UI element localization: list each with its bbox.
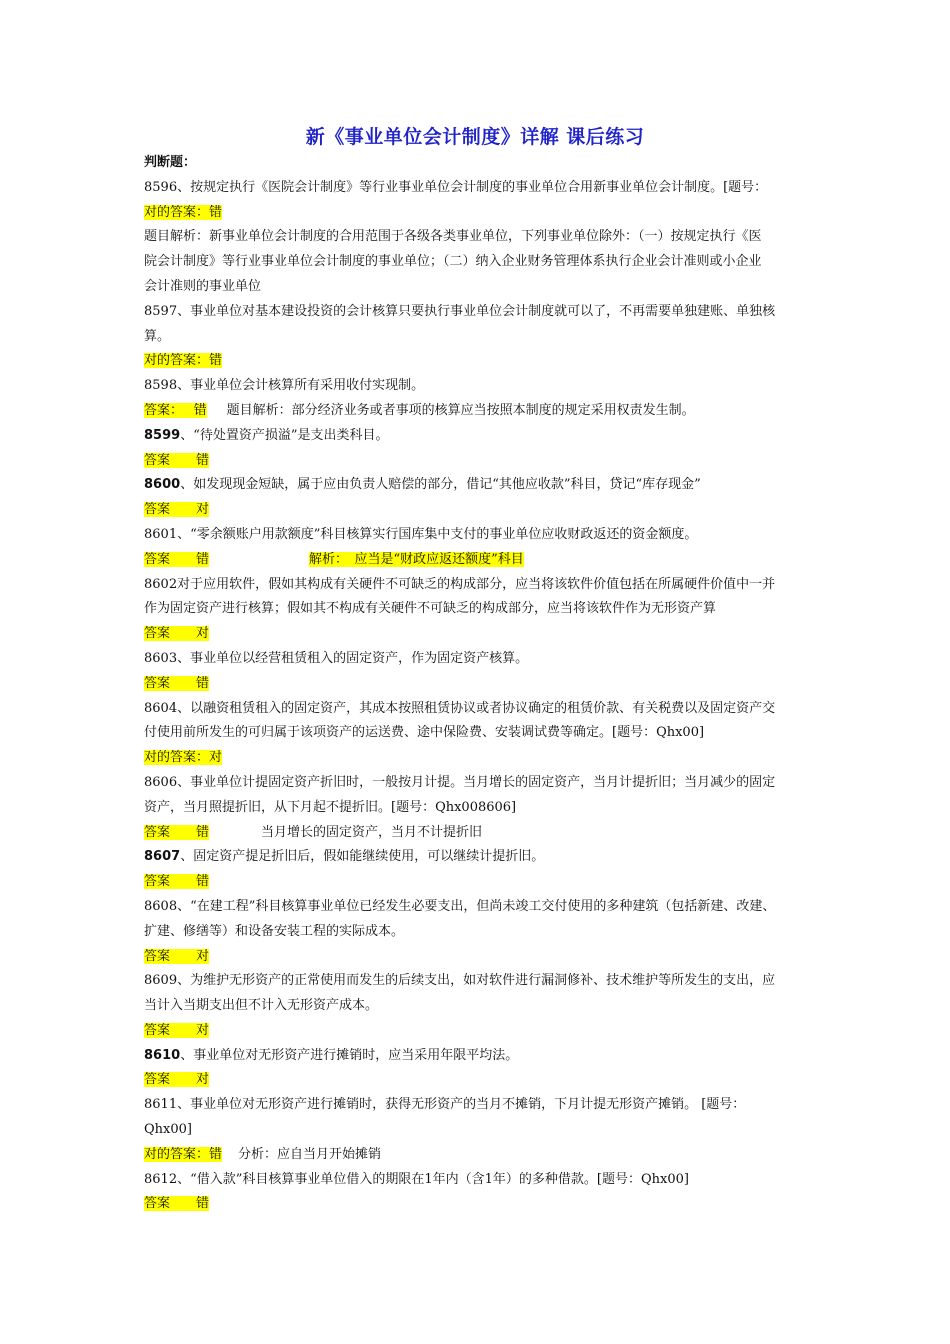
question-text: 算。 bbox=[144, 328, 171, 344]
question-text: 付使用前所发生的可归属于该项资产的运送费、途中保险费、安装调试费等确定。[题号：Qhx00] bbox=[144, 725, 705, 741]
answer-row bbox=[144, 870, 844, 895]
explanation-text: 题目解析：新事业单位会计制度的合用范围于各级各类事业单位，下列事业单位除外：（一）按规定执行《医 bbox=[144, 229, 762, 245]
answer-row bbox=[144, 1192, 844, 1217]
answer-row bbox=[144, 349, 844, 374]
question-text: 8609、为维护无形资产的正常使用而发生的后续支出，如对软件进行漏洞修补、技术维护等所发生的支出，应 bbox=[144, 973, 776, 989]
question-text: 当计入当期支出但不计入无形资产成本。 bbox=[144, 998, 379, 1014]
answer-row bbox=[144, 821, 844, 846]
question-number: 8607 bbox=[144, 849, 181, 865]
answer-row bbox=[144, 548, 844, 573]
answer-highlight: 答案 错 bbox=[144, 675, 210, 691]
answer-note: 分析：应自当月开始摊销 bbox=[238, 1146, 382, 1162]
answer-row bbox=[144, 746, 844, 771]
answer-highlight: 答案： 错 bbox=[144, 402, 207, 418]
question-text: 8596、按规定执行《医院会计制度》等行业事业单位会计制度的事业单位合用新事业单位会计制度。[题号： bbox=[144, 179, 768, 195]
question-number: 8599 bbox=[144, 427, 181, 443]
answer-row bbox=[144, 1143, 844, 1168]
question-text: 资产，当月照提折旧，从下月起不提折旧。[题号：Qhx008606] bbox=[144, 799, 517, 815]
question-text: 8604、以融资租赁租入的固定资产，其成本按照租赁协议或者协议确定的租赁价款、有关税费以及固定资产交 bbox=[144, 700, 776, 716]
answer-highlight: 答案 错 bbox=[144, 824, 210, 840]
explanation-text: 院会计制度》等行业事业单位会计制度的事业单位；（二）纳入企业财务管理体系执行企业会计准则或小企业 bbox=[144, 254, 762, 270]
question-text: 8606、事业单位计提固定资产折旧时，一般按月计提。当月增长的固定资产，当月计提折旧；当月减少的固定 bbox=[144, 774, 776, 790]
question-text: 作为固定资产进行核算；假如其不构成有关硬件不可缺乏的构成部分，应当将该软件作为无形资产算 bbox=[144, 601, 717, 617]
answer-highlight: 答案 对 bbox=[144, 626, 210, 642]
answer-highlight: 答案 对 bbox=[144, 1072, 210, 1088]
answer-highlight: 对的答案：错 bbox=[144, 204, 223, 220]
explanation-text: 会计准则的事业单位 bbox=[144, 278, 262, 294]
answer-highlight: 答案 错 bbox=[144, 1196, 210, 1212]
question-text: 扩建、修缮等）和设备安装工程的实际成本。 bbox=[144, 923, 405, 939]
answer-row bbox=[144, 672, 844, 697]
answer-row bbox=[144, 1019, 844, 1044]
question-text: 8612、“借入款”科目核算事业单位借入的期限在1年内（含1年）的多种借款。[题号：Qhx00] bbox=[144, 1171, 689, 1187]
question-body: 、事业单位对无形资产进行摊销时，应当采用年限平均法。 bbox=[180, 1047, 519, 1063]
answer-highlight: 对的答案：错 bbox=[144, 353, 223, 369]
answer-row bbox=[144, 1068, 844, 1093]
question-text: 8597、事业单位对基本建设投资的会计核算只要执行事业单位会计制度就可以了，不再需要单独建账、单独核 bbox=[144, 303, 776, 319]
question-number: 8610 bbox=[144, 1047, 181, 1063]
answer-row bbox=[144, 449, 844, 474]
answer-note: 解析： 应当是“财政应返还额度”科目 bbox=[309, 551, 524, 567]
question-text: 8598、事业单位会计核算所有采用收付实现制。 bbox=[144, 378, 425, 394]
question-text: Qhx00] bbox=[144, 1122, 192, 1138]
answer-row bbox=[144, 945, 844, 970]
question-body: 、固定资产提足折旧后，假如能继续使用，可以继续计提折旧。 bbox=[180, 849, 545, 865]
question-text bbox=[144, 1044, 844, 1069]
answer-highlight: 答案 对 bbox=[144, 502, 210, 518]
answer-row bbox=[144, 622, 844, 647]
question-text bbox=[144, 845, 844, 870]
question-body: 、如发现现金短缺，属于应由负责人赔偿的部分，借记“其他应收款”科目，贷记“库存现金” bbox=[180, 477, 701, 493]
question-text: 8611、事业单位对无形资产进行摊销时，获得无形资产的当月不摊销，下月计提无形资产摊销。 [题号： bbox=[144, 1097, 746, 1113]
question-text bbox=[144, 473, 844, 498]
answer-highlight: 答案 对 bbox=[144, 1022, 210, 1038]
question-list bbox=[144, 151, 844, 1217]
answer-highlight: 答案 错 bbox=[144, 452, 210, 468]
answer-highlight: 对的答案：错 bbox=[144, 1146, 223, 1162]
answer-note: 当月增长的固定资产，当月不计提折旧 bbox=[261, 824, 483, 840]
answer-highlight: 答案 错 bbox=[144, 551, 210, 567]
answer-row bbox=[144, 201, 844, 226]
answer-row bbox=[144, 399, 844, 424]
answer-highlight: 答案 错 bbox=[144, 874, 210, 890]
question-body: 、“待处置资产损溢”是支出类科目。 bbox=[180, 427, 389, 443]
section-label: 判断题： bbox=[144, 155, 197, 170]
answer-row bbox=[144, 498, 844, 523]
question-text: 8602对于应用软件，假如其构成有关硬件不可缺乏的构成部分，应当将该软件价值包括在所属硬件价值中一并 bbox=[144, 576, 776, 592]
question-number: 8600 bbox=[144, 477, 181, 493]
page-title: 新《事业单位会计制度》详解 课后练习 bbox=[305, 126, 645, 148]
question-text bbox=[144, 424, 844, 449]
answer-highlight: 对的答案：对 bbox=[144, 750, 223, 766]
question-text: 8603、事业单位以经营租赁租入的固定资产，作为固定资产核算。 bbox=[144, 650, 529, 666]
question-text: 8608、“在建工程”科目核算事业单位已经发生必要支出，但尚未竣工交付使用的多种建筑（包括新建、改建、 bbox=[144, 898, 776, 914]
answer-highlight: 答案 对 bbox=[144, 948, 210, 964]
question-text: 8601、“零余额账户用款额度”科目核算实行国库集中支付的事业单位应收财政返还的资金额度。 bbox=[144, 526, 698, 542]
answer-note: 题目解析：部分经济业务或者事项的核算应当按照本制度的规定采用权责发生制。 bbox=[226, 402, 695, 418]
